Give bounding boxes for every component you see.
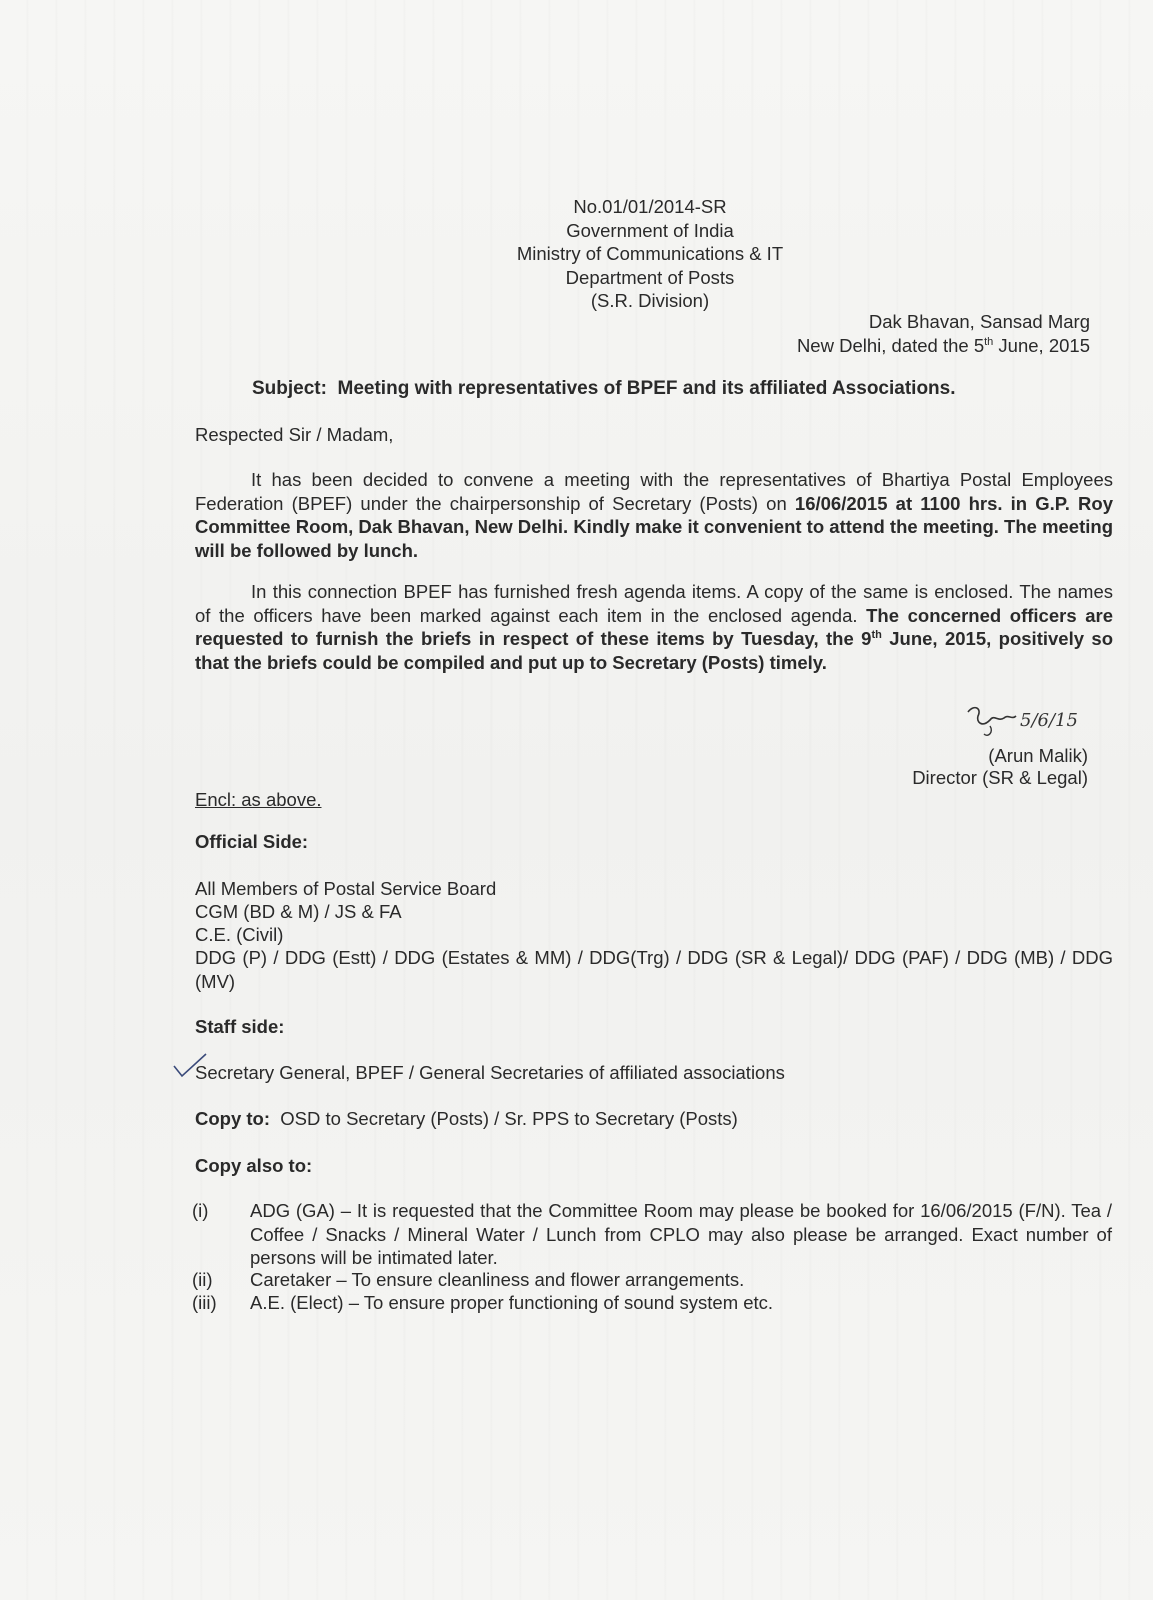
paragraph-2-bold-a: The concerned officers are requested to furnish the briefs in respect of these items by Tuesday, the 9 (195, 604, 1113, 649)
staff-side-line: Secretary General, BPEF / General Secretaries of affiliated associations (195, 1062, 785, 1083)
copy-to-text: OSD to Secretary (Posts) / Sr. PPS to Secretary (Posts) (280, 1108, 738, 1129)
date-superscript: th (984, 335, 994, 348)
paragraph-1-text: It has been decided to convene a meeting with the representatives of Bhartiya Postal Employees Federation (BPEF) under the chairpersonship of Secretary (Posts) on (195, 469, 1113, 514)
copy-also-heading: Copy also to: (195, 1155, 313, 1176)
government-name: Government of India (566, 219, 734, 241)
handwritten-signature (960, 700, 1120, 750)
date-prefix: New Delhi, dated the 5 (796, 335, 985, 356)
subject-label: Subject: (252, 378, 327, 399)
paragraph-1 (195, 468, 1113, 562)
list-item-text: A.E. (Elect) – To ensure proper functioning of sound system etc. (250, 1292, 774, 1313)
official-side-line: CGM (BD & M) / JS & FA (195, 901, 402, 922)
letter-header (440, 195, 860, 313)
paragraph-2-bold-b: June, 2015, positively so that the briefs could be compiled and put up to Secretary (Posts) timely. (195, 628, 1113, 673)
file-number: No.01/01/2014-SR (573, 196, 727, 217)
list-number: (iii) (192, 1292, 217, 1313)
paragraph-2 (195, 580, 1113, 674)
date-line (700, 334, 1090, 358)
paragraph-2-text: In this connection BPEF has furnished fresh agenda items. A copy of the same is enclosed. The names of the officers have been marked against each item in the enclosed agenda. (195, 581, 1113, 626)
division-name: (S.R. Division) (590, 290, 710, 311)
signatory-designation: Director (SR & Legal) (912, 767, 1088, 788)
ministry-name: Ministry of Communications & IT (516, 243, 784, 264)
paragraph-2-superscript: th (871, 628, 882, 641)
paragraph-1-bold: 16/06/2015 at 1100 hrs. in G.P. Roy Committee Room, Dak Bhavan, New Delhi. Kindly make it convenient to attend the meeting. The meeting will be followed by lunch. (195, 492, 1113, 561)
salutation: Respected Sir / Madam, (195, 424, 394, 445)
subject-line (252, 377, 956, 401)
list-item-text: ADG (GA) – It is requested that the Committee Room may please be booked for 16/06/2015 (F/N). Tea / Coffee / Snacks / Mineral Water / Lunch from CPLO may also please be arranged. Exact number of persons will be intimated later. (250, 1200, 1112, 1268)
copy-to-line (195, 1107, 738, 1131)
date-suffix: June, 2015 (993, 335, 1090, 356)
address-line: Dak Bhavan, Sansad Marg (868, 311, 1090, 332)
department-name: Department of Posts (565, 266, 735, 288)
official-side-heading: Official Side: (195, 831, 309, 852)
signature-date: 5/6/15 (1020, 710, 1078, 731)
official-side-line: DDG (P) / DDG (Estt) / DDG (Estates & MM) / DDG(Trg) / DDG (SR & Legal)/ DDG (PAF) / DDG (MB) / DDG (MV) (195, 947, 1113, 992)
staff-side-heading: Staff side: (195, 1016, 285, 1037)
official-side-line: C.E. (Civil) (195, 924, 284, 945)
list-number: (ii) (192, 1269, 213, 1290)
list-item-text: Caretaker – To ensure cleanliness and flower arrangements. (250, 1269, 745, 1290)
official-side-line: All Members of Postal Service Board (195, 878, 497, 899)
subject-text: Meeting with representatives of BPEF and its affiliated Associations. (337, 378, 956, 399)
signatory-name: (Arun Malik) (988, 745, 1088, 766)
copy-to-label: Copy to: (195, 1108, 271, 1129)
list-number: (i) (192, 1200, 209, 1221)
enclosure-note: Encl: as above. (195, 789, 322, 810)
